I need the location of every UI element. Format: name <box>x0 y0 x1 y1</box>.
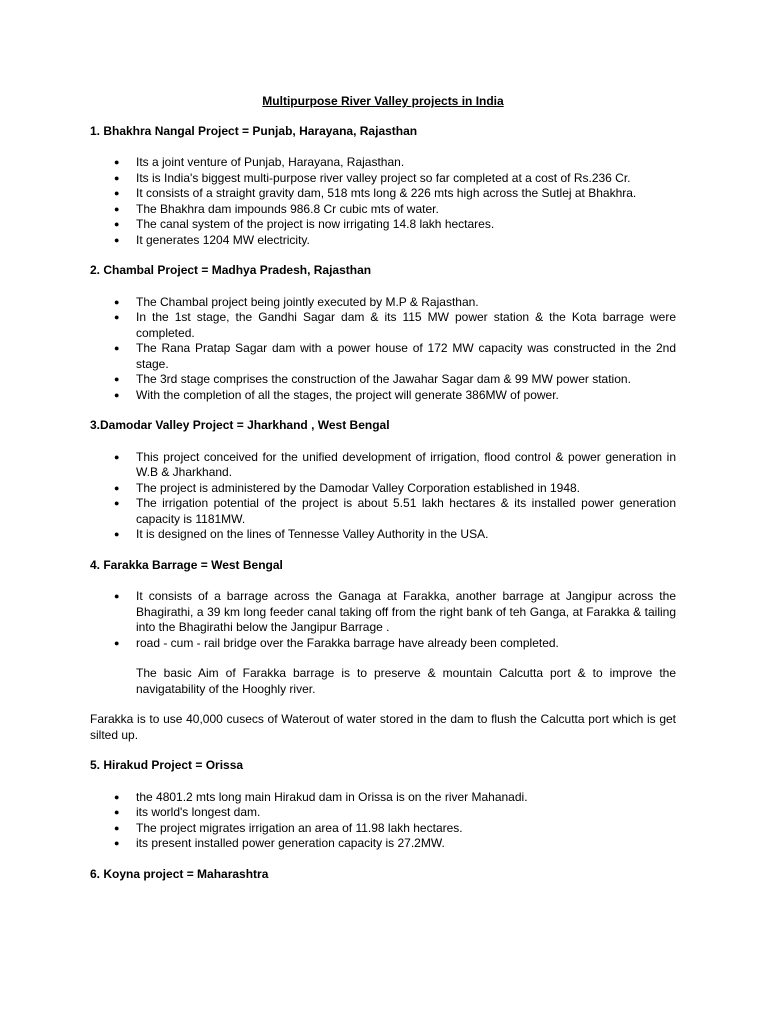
list-item-text: Its a joint venture of Punjab, Harayana, Rajasthan. <box>136 155 405 169</box>
section-hirakud <box>90 758 676 852</box>
list-item-text: The Rana Pratap Sagar dam with a power house of 172 MW capacity was constructed in the 2nd stage. <box>136 341 676 371</box>
list-item <box>90 341 676 372</box>
section-chambal <box>90 263 676 403</box>
section-heading: 2. Chambal Project = Madhya Pradesh, Rajasthan <box>90 263 372 277</box>
list-item <box>90 836 676 852</box>
bullet-list <box>90 450 676 543</box>
bullet-icon: ● <box>114 172 120 183</box>
list-item <box>90 233 676 249</box>
list-item-text: road - cum - rail bridge over the Farakka barrage have already been completed. <box>136 635 559 650</box>
bullet-icon: ● <box>114 219 120 229</box>
list-item <box>90 450 676 481</box>
body-paragraph: Farakka is to use 40,000 cusecs of Waterout of water stored in the dam to flush the Calcutta port which is get silted up. <box>90 712 676 742</box>
list-item-text: It consists of a straight gravity dam, 518 mts long & 226 mts high across the Sutlej at Bhakhra. <box>136 186 637 200</box>
list-item-text: The Bhakhra dam impounds 986.8 Cr cubic mts of water. <box>136 201 439 216</box>
list-item-text: the 4801.2 mts long main Hirakud dam in Orissa is on the river Mahanadi. <box>136 789 528 804</box>
bullet-icon: ● <box>114 529 120 539</box>
bullet-icon: ● <box>114 374 120 384</box>
bullet-icon: ● <box>114 822 120 833</box>
list-item <box>90 171 676 187</box>
bullet-icon: ● <box>114 637 120 648</box>
bullet-icon: ● <box>114 312 120 322</box>
list-item <box>90 805 676 821</box>
list-item <box>90 636 676 652</box>
bullet-icon: ● <box>114 451 120 462</box>
bullet-icon: ● <box>114 482 120 493</box>
bullet-icon: ● <box>114 498 120 508</box>
list-item-text: It consists of a barrage across the Ganaga at Farakka, another barrage at Jangipur across the Bhagirathi, a 39 km long feeder canal taking off from the right bank of teh Ganga, at Farakka & tailing into the Bhagirathi below the Jangipur Barrage . <box>136 589 676 634</box>
list-item <box>90 217 676 233</box>
bullet-icon: ● <box>114 157 120 167</box>
list-item-text: It generates 1204 MW electricity. <box>136 232 310 247</box>
bullet-list <box>90 155 676 248</box>
bullet-list <box>90 589 676 651</box>
list-item-text: With the completion of all the stages, the project will generate 386MW of power. <box>136 387 559 402</box>
list-item <box>90 310 676 341</box>
list-item-text: Its is India's biggest multi-purpose river valley project so far completed at a cost of Rs.236 Cr. <box>136 170 631 185</box>
section-heading: 3.Damodar Valley Project = Jharkhand , West Bengal <box>90 418 390 432</box>
list-item-text: The Chambal project being jointly executed by M.P & Rajasthan. <box>136 294 479 309</box>
list-item <box>90 186 676 202</box>
bullet-icon: ● <box>114 234 120 245</box>
section-koyna <box>90 867 676 883</box>
document-title: Multipurpose River Valley projects in India <box>262 94 504 108</box>
bullet-icon: ● <box>114 296 120 307</box>
list-item <box>90 589 676 636</box>
list-item-text: The project is administered by the Damodar Valley Corporation established in 1948. <box>136 480 581 495</box>
list-item-text: The canal system of the project is now irrigating 14.8 lakh hectares. <box>136 217 495 231</box>
list-item-text: its present installed power generation capacity is 27.2MW. <box>136 836 445 850</box>
indented-paragraph: The basic Aim of Farakka barrage is to preserve & mountain Calcutta port & to improve the navigatability of the Hooghly river. <box>136 666 676 696</box>
list-item <box>90 481 676 497</box>
list-item <box>90 372 676 388</box>
list-item-text: The irrigation potential of the project is about 5.51 lakh hectares & its installed power generation capacity is 1181MW. <box>136 496 676 526</box>
section-bhakhra-nangal <box>90 124 676 249</box>
bullet-icon: ● <box>114 188 120 198</box>
list-item-text: The project migrates irrigation an area of 11.98 lakh hectares. <box>136 820 463 835</box>
list-item <box>90 527 676 543</box>
list-item <box>90 496 676 527</box>
bullet-icon: ● <box>114 389 120 400</box>
bullet-list <box>90 790 676 852</box>
list-item-text: It is designed on the lines of Tennesse Valley Authority in the USA. <box>136 527 489 541</box>
section-heading: 6. Koyna project = Maharashtra <box>90 866 269 881</box>
bullet-icon: ● <box>114 591 120 601</box>
bullet-icon: ● <box>114 838 120 848</box>
list-item <box>90 155 676 171</box>
list-item-text: The 3rd stage comprises the construction of the Jawahar Sagar dam & 99 MW power station. <box>136 372 631 386</box>
list-item <box>90 821 676 837</box>
bullet-icon: ● <box>114 791 120 802</box>
bullet-list <box>90 295 676 404</box>
bullet-icon: ● <box>114 343 120 353</box>
list-item <box>90 790 676 806</box>
bullet-icon: ● <box>114 807 120 817</box>
section-heading: 1. Bhakhra Nangal Project = Punjab, Harayana, Rajasthan <box>90 123 418 138</box>
bullet-icon: ● <box>114 203 120 214</box>
list-item <box>90 202 676 218</box>
document-page <box>90 94 676 898</box>
list-item-text: In the 1st stage, the Gandhi Sagar dam & its 115 MW power station & the Kota barrage were completed. <box>136 310 676 340</box>
section-heading: 4. Farakka Barrage = West Bengal <box>90 557 283 572</box>
list-item-text: This project conceived for the unified development of irrigation, flood control & power generation in W.B & Jharkhand. <box>136 449 676 479</box>
list-item-text: its world's longest dam. <box>136 805 261 819</box>
section-damodar-valley <box>90 418 676 543</box>
section-farakka-barrage <box>90 558 676 744</box>
list-item <box>90 295 676 311</box>
section-heading: 5. Hirakud Project = Orissa <box>90 758 244 772</box>
list-item <box>90 388 676 404</box>
